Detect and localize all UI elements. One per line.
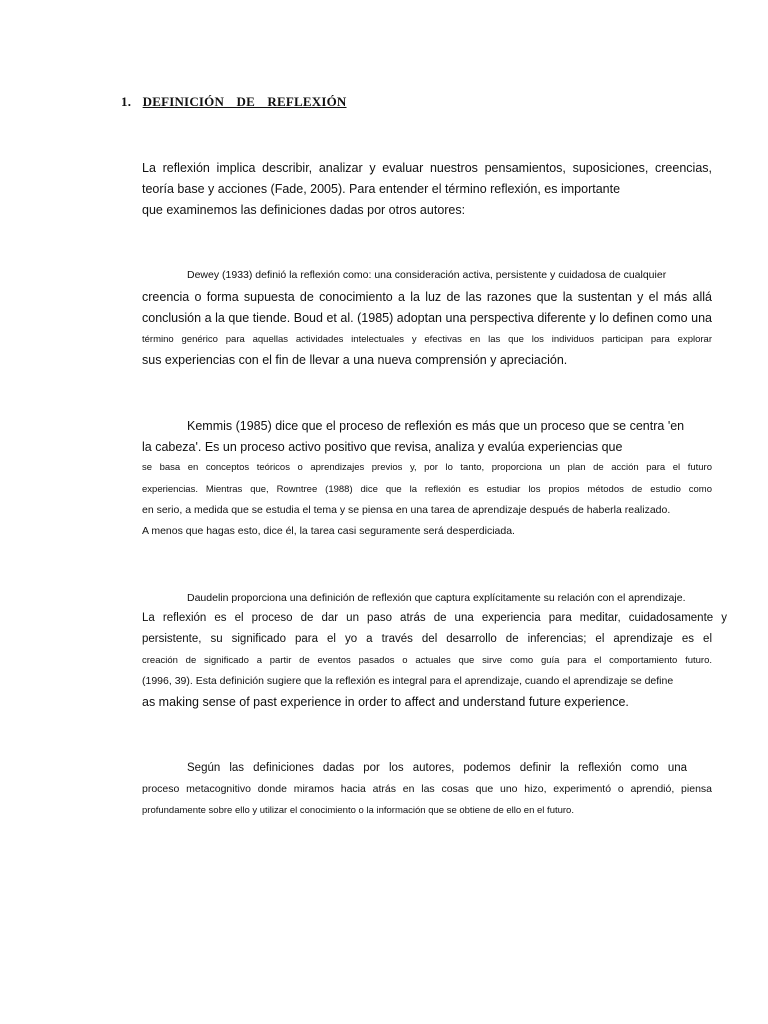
paragraph-2-line-5: sus experiencias con el fin de llevar a una nueva comprensión y apreciación.: [142, 353, 568, 367]
paragraph-5-line-2: proceso metacognitivo donde miramos hacia atrás en las cosas que uno hizo, experimentó o aprendió, piensa: [142, 783, 712, 795]
paragraph-3-line-6: A menos que hagas esto, dice él, la tarea casi seguramente será desperdiciada.: [142, 525, 515, 537]
paragraph-2-line-1: Dewey (1933) definió la reflexión como: una consideración activa, persistente y cuidadosa de cualquier: [187, 269, 667, 281]
paragraph-3-line-4: experiencias. Mientras que, Rowntree (1988) dice que la reflexión es estudiar los propios métodos de estudio como: [142, 484, 712, 495]
paragraph-4-line-1: Daudelin proporciona una definición de reflexión que captura explícitamente su relación con el aprendizaje.: [187, 592, 686, 604]
paragraph-5-line-3: profundamente sobre ello y utilizar el conocimiento o la información que se obtiene de ello en el futuro.: [142, 805, 574, 816]
paragraph-1-line-3: que examinemos las definiciones dadas por otros autores:: [142, 203, 466, 217]
paragraph-2-line-4: término genérico para aquellas actividades intelectuales y efectivas en las que los individuos participan para explorar: [142, 334, 712, 345]
paragraph-4-line-5: (1996, 39). Esta definición sugiere que la reflexión es integral para el aprendizaje, cuando el aprendizaje se define: [142, 675, 674, 687]
paragraph-3-line-1: Kemmis (1985) dice que el proceso de reflexión es más que un proceso que se centra 'en: [187, 419, 685, 433]
paragraph-4-line-6: as making sense of past experience in order to affect and understand future experience.: [142, 695, 629, 709]
paragraph-2-line-2: creencia o forma supuesta de conocimiento a la luz de las razones que la sustentan y el más allá: [142, 290, 712, 304]
paragraph-3-line-3: se basa en conceptos teóricos o aprendizajes previos y, por lo tanto, proporciona un plan de acción para el futuro: [142, 462, 712, 473]
paragraph-1-line-2: teoría base y acciones (Fade, 2005). Para entender el término reflexión, es importante: [142, 182, 621, 196]
paragraph-5-line-1: Según las definiciones dadas por los autores, podemos definir la reflexión como una: [187, 762, 687, 774]
paragraph-4-line-3: persistente, su significado para el yo a través del desarrollo de inferencias; el aprendizaje es el: [142, 633, 712, 645]
section-title: DEFINICIÓN DE REFLEXIÓN: [142, 94, 347, 109]
section-number: 1.: [121, 94, 132, 109]
paragraph-3-line-2: la cabeza'. Es un proceso activo positivo que revisa, analiza y evalúa experiencias que: [142, 440, 623, 454]
paragraph-3-line-5: en serio, a medida que se estudia el tema y se piensa en una tarea de aprendizaje después de haberla realizado.: [142, 504, 671, 516]
paragraph-4-line-2: La reflexión es el proceso de dar un paso atrás de una experiencia para meditar, cuidadosamente y: [142, 612, 727, 624]
paragraph-4-line-4: creación de significado a partir de eventos pasados o actuales que sirve como guía para el comportamiento futuro.: [142, 655, 712, 666]
section-heading: [121, 94, 347, 110]
paragraph-1-line-1: La reflexión implica describir, analizar y evaluar nuestros pensamientos, suposiciones, creencias,: [142, 161, 712, 175]
paragraph-2-line-3: conclusión a la que tiende. Boud et al. (1985) adoptan una perspectiva diferente y lo definen como una: [142, 311, 712, 325]
